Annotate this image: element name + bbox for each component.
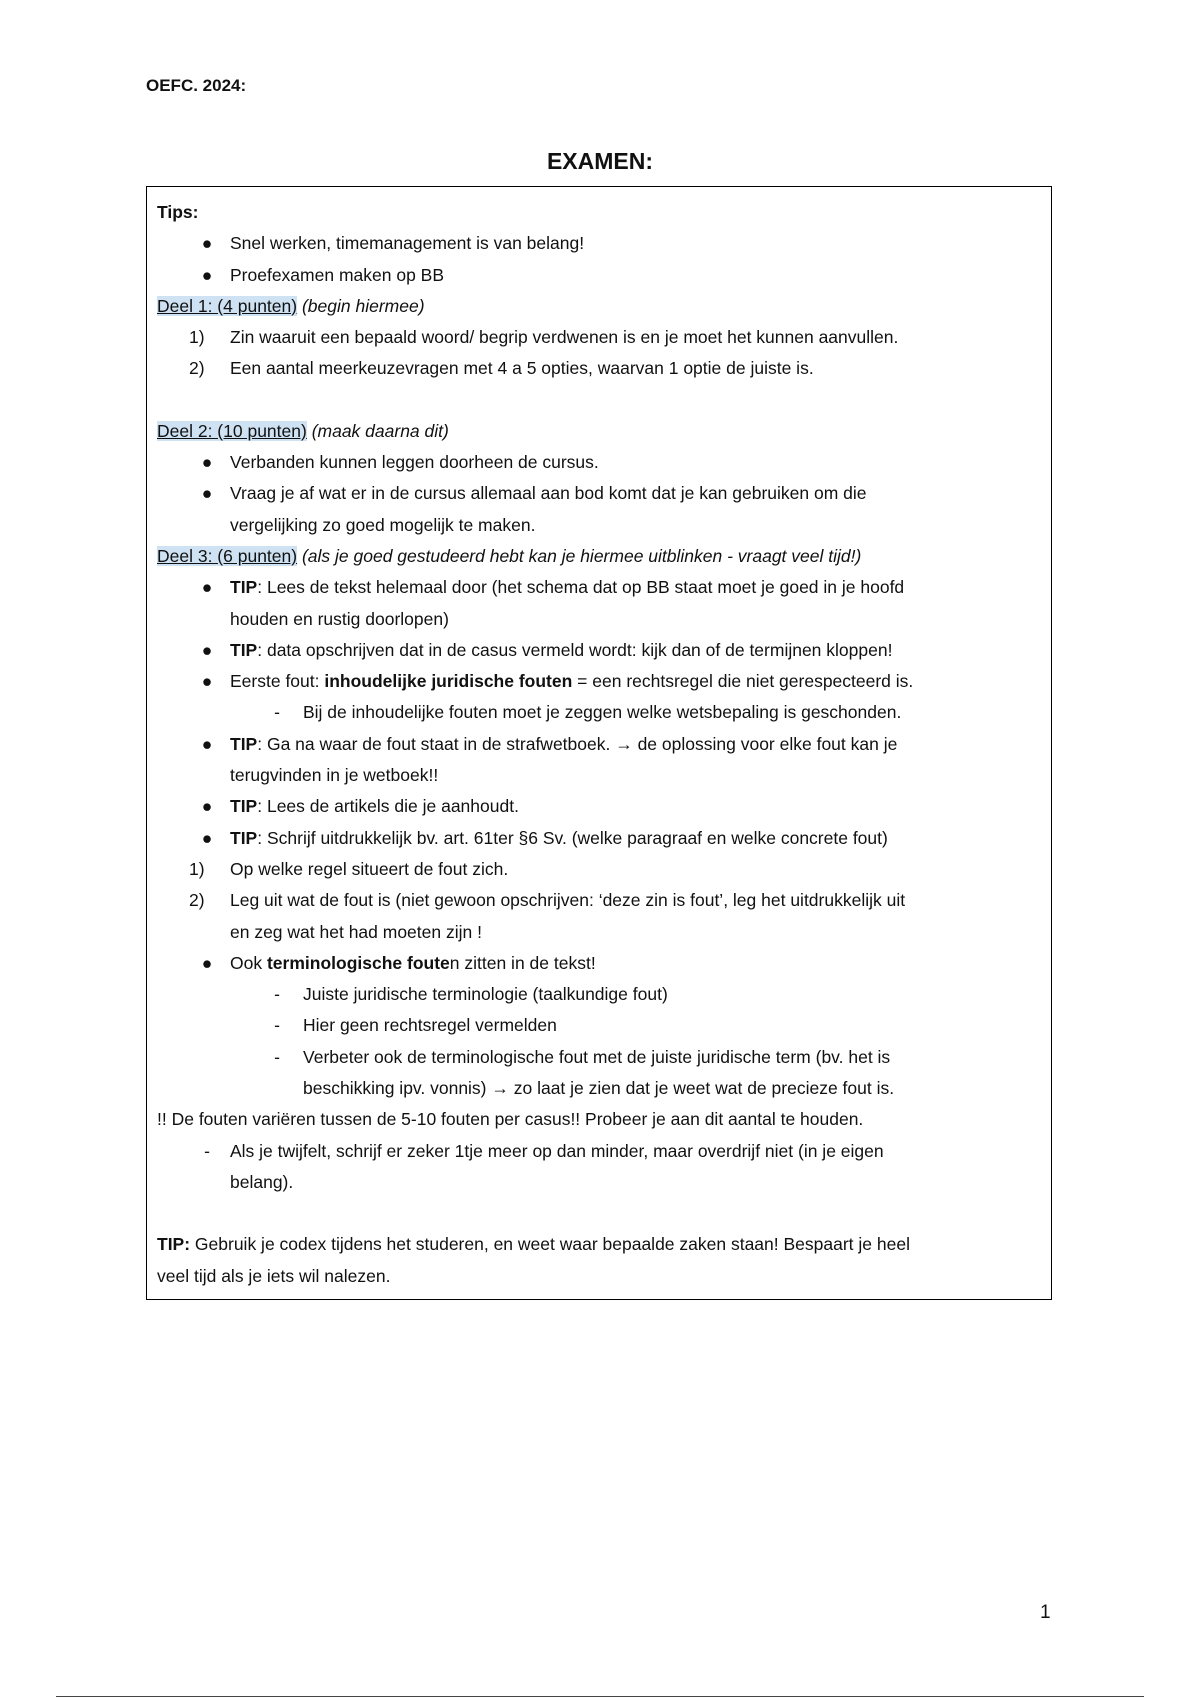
warning-sub — [157, 1136, 1039, 1167]
list-item-text: Een aantal meerkeuzevragen met 4 a 5 opties, waarvan 1 optie de juiste is. — [230, 358, 814, 379]
deel3-item-1 — [157, 854, 1039, 885]
final-tip — [157, 1229, 1039, 1260]
list-item-text: Hier geen rechtsregel vermelden — [303, 1015, 557, 1036]
deel3-item-2 — [157, 885, 1039, 916]
list-item-text: Eerste fout: — [230, 671, 325, 692]
tips-item-text: Snel werken, timemanagement is van belang! — [230, 233, 585, 254]
tip-word: TIP — [230, 639, 258, 660]
final-tip-label: TIP: — [157, 1234, 191, 1255]
dash-icon: - — [274, 1046, 280, 1067]
deel2-heading — [157, 416, 1039, 447]
bullet-icon: ● — [201, 952, 213, 973]
list-item-text: Bij de inhoudelijke fouten moet je zeggen welke wetsbepaling is geschonden. — [303, 702, 902, 723]
list-item-text: Leg uit wat de fout is (niet gewoon opschrijven: ‘deze zin is fout’, leg het uitdrukkelijk uit — [230, 890, 906, 911]
deel3-sub-3-cont: beschikking ipv. vonnis) → zo laat je zien dat je weet wat de precieze fout is. — [303, 1078, 895, 1099]
tip-word: TIP — [230, 827, 258, 848]
footer-divider — [56, 1696, 1144, 1697]
list-number: 1) — [189, 327, 205, 348]
list-item-text: Als je twijfelt, schrijf er zeker 1tje meer op dan minder, maar overdrijf niet (in je eigen — [230, 1140, 884, 1161]
list-item-text: n zitten in de tekst! — [449, 952, 596, 973]
list-item-text: Juiste juridische terminologie (taalkundige fout) — [303, 984, 668, 1005]
deel3-bullet-4 — [157, 729, 1039, 760]
bullet-icon: ● — [201, 452, 213, 473]
list-item-text: : Schrijf uitdrukkelijk bv. art. 61ter §6 Sv. (welke paragraaf en welke concrete fout) — [257, 827, 888, 848]
dash-icon: - — [274, 984, 280, 1005]
dash-icon: - — [274, 1015, 280, 1036]
deel1-heading — [157, 291, 1039, 322]
list-item-text: : Lees de tekst helemaal door (het schema dat op BB staat moet je goed in je hoofd — [257, 577, 905, 598]
bullet-icon: ● — [201, 671, 213, 692]
deel3-bullet-5 — [157, 791, 1039, 822]
list-number: 2) — [189, 890, 205, 911]
tip-word: TIP — [230, 577, 258, 598]
deel2-note: (maak daarna dit) — [306, 420, 449, 441]
deel3-bullet-3-sub — [157, 697, 1039, 728]
dash-icon: - — [204, 1140, 210, 1161]
list-item-text: : data opschrijven dat in de casus vermeld wordt: kijk dan of de termijnen kloppen! — [257, 639, 893, 660]
tips-bullet-1 — [157, 228, 1039, 259]
list-item-text: Zin waaruit een bepaald woord/ begrip verdwenen is en je moet het kunnen aanvullen. — [230, 327, 899, 348]
deel3-bullet-1-cont: houden en rustig doorlopen) — [230, 608, 449, 629]
bullet-icon: ● — [201, 483, 213, 504]
page-title: EXAMEN: — [546, 148, 654, 174]
final-tip-text: Gebruik je codex tijdens het studeren, en weet waar bepaalde zaken staan! Bespaart je heel — [190, 1234, 910, 1255]
bullet-icon: ● — [201, 827, 213, 848]
deel3-bullet-2 — [157, 635, 1039, 666]
list-number: 2) — [189, 358, 205, 379]
final-tip-cont: veel tijd als je iets wil nalezen. — [157, 1265, 391, 1286]
list-number: 1) — [189, 858, 205, 879]
deel2-bullet-1 — [157, 447, 1039, 478]
list-item-text: Vraag je af wat er in de cursus allemaal aan bod komt dat je kan gebruiken om die — [230, 483, 867, 504]
tips-item-text: Proefexamen maken op BB — [230, 264, 445, 285]
deel3-label: Deel 3: (6 punten) — [157, 545, 298, 566]
document-header-label: OEFC. 2024: — [146, 76, 247, 95]
deel3-sub-1 — [157, 979, 1039, 1010]
bold-term: terminologische foute — [266, 952, 450, 973]
page-number: 1 — [1040, 1602, 1051, 1623]
deel3-bullet-4-cont: terugvinden in je wetboek!! — [230, 765, 439, 786]
deel1-note: (begin hiermee) — [297, 295, 425, 316]
bullet-icon: ● — [201, 233, 213, 254]
deel2-bullet-2 — [157, 478, 1039, 509]
deel3-bullet-7 — [157, 948, 1039, 979]
list-item-text: Verbanden kunnen leggen doorheen de cursus. — [230, 452, 599, 473]
deel3-item-2-cont: en zeg wat het had moeten zijn ! — [230, 921, 482, 942]
tip-word: TIP — [230, 733, 258, 754]
tips-bullet-2 — [157, 260, 1039, 291]
warning-line: !! De fouten variëren tussen de 5-10 fouten per casus!! Probeer je aan dit aantal te houden. — [157, 1109, 864, 1130]
list-item-text: : Lees de artikels die je aanhoudt. — [257, 796, 519, 817]
deel3-bullet-3 — [157, 666, 1039, 697]
bullet-icon: ● — [201, 577, 213, 598]
bullet-icon: ● — [201, 733, 213, 754]
list-item-text: = een rechtsregel die niet gerespecteerd is. — [572, 671, 914, 692]
list-item-text: Ook — [230, 952, 267, 973]
deel1-item-2 — [157, 353, 1039, 384]
bullet-icon: ● — [201, 264, 213, 285]
exam-tips-box — [146, 186, 1052, 1300]
deel3-sub-2 — [157, 1010, 1039, 1041]
deel2-bullet-2-cont: vergelijking zo goed mogelijk te maken. — [230, 514, 536, 535]
dash-icon: - — [274, 702, 280, 723]
bullet-icon: ● — [201, 639, 213, 660]
deel1-label: Deel 1: (4 punten) — [157, 295, 298, 316]
spacer — [157, 385, 1039, 416]
list-item-text: Op welke regel situeert de fout zich. — [230, 858, 509, 879]
spacer — [157, 1198, 1039, 1229]
list-item-text: Verbeter ook de terminologische fout met de juiste juridische term (bv. het is — [303, 1046, 891, 1067]
deel3-sub-3 — [157, 1042, 1039, 1073]
tips-heading: Tips: — [157, 202, 199, 222]
deel1-item-1 — [157, 322, 1039, 353]
deel2-label: Deel 2: (10 punten) — [157, 420, 307, 441]
tip-word: TIP — [230, 796, 258, 817]
warning-sub-cont: belang). — [230, 1171, 294, 1192]
list-item-text: : Ga na waar de fout staat in de strafwetboek. → de oplossing voor elke fout kan je — [257, 733, 898, 754]
bold-term: inhoudelijke juridische fouten — [324, 671, 573, 692]
deel3-bullet-1 — [157, 572, 1039, 603]
deel3-note: (als je goed gestudeerd hebt kan je hiermee uitblinken - vraagt veel tijd!) — [297, 545, 862, 566]
deel3-bullet-6 — [157, 823, 1039, 854]
bullet-icon: ● — [201, 796, 213, 817]
deel3-heading — [157, 541, 1039, 572]
